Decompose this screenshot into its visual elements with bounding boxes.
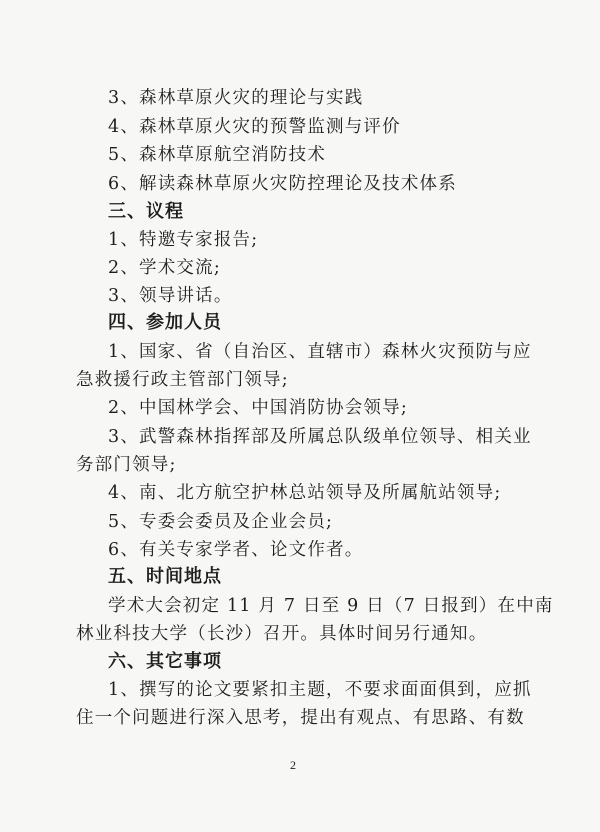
- participants-line-4: 3、武警森林指挥部及所属总队级单位领导、相关业: [108, 427, 532, 447]
- page-number: 2: [290, 758, 296, 772]
- time-place-line-1: 学术大会初定 11 月 7 日至 9 日（7 日报到）在中南: [108, 596, 554, 616]
- topic-item-6: 6、解读森林草原火灾防控理论及技术体系: [108, 174, 457, 194]
- time-place-line-2: 林业科技大学（长沙）召开。具体时间另行通知。: [76, 624, 488, 644]
- participants-line-7: 5、专委会委员及企业会员;: [108, 512, 334, 532]
- other-heading: 六、其它事项: [108, 651, 222, 672]
- participants-line-1: 1、国家、省（自治区、直辖市）森林火灾预防与应: [108, 342, 532, 362]
- topic-item-4: 4、森林草原火灾的预警监测与评价: [108, 117, 401, 137]
- participants-line-2: 急救援行政主管部门领导;: [76, 370, 289, 390]
- time-place-heading: 五、时间地点: [108, 566, 222, 587]
- other-line-2: 住一个问题进行深入思考，提出有观点、有思路、有数: [76, 708, 525, 728]
- topic-item-3: 3、森林草原火灾的理论与实践: [108, 88, 364, 108]
- agenda-item-2: 2、学术交流;: [108, 258, 221, 278]
- participants-heading: 四、参加人员: [108, 312, 222, 333]
- other-line-1: 1、撰写的论文要紧扣主题，不要求面面俱到，应抓: [108, 680, 532, 700]
- agenda-item-3: 3、领导讲话。: [108, 286, 233, 306]
- agenda-item-1: 1、特邀专家报告;: [108, 230, 259, 250]
- participants-line-6: 4、南、北方航空护林总站领导及所属航站领导;: [108, 483, 502, 503]
- participants-line-5: 务部门领导;: [76, 455, 177, 475]
- topic-item-5: 5、森林草原航空消防技术: [108, 145, 327, 165]
- participants-line-8: 6、有关专家学者、论文作者。: [108, 540, 364, 560]
- agenda-heading: 三、议程: [108, 201, 184, 222]
- participants-line-3: 2、中国林学会、中国消防协会领导;: [108, 398, 408, 418]
